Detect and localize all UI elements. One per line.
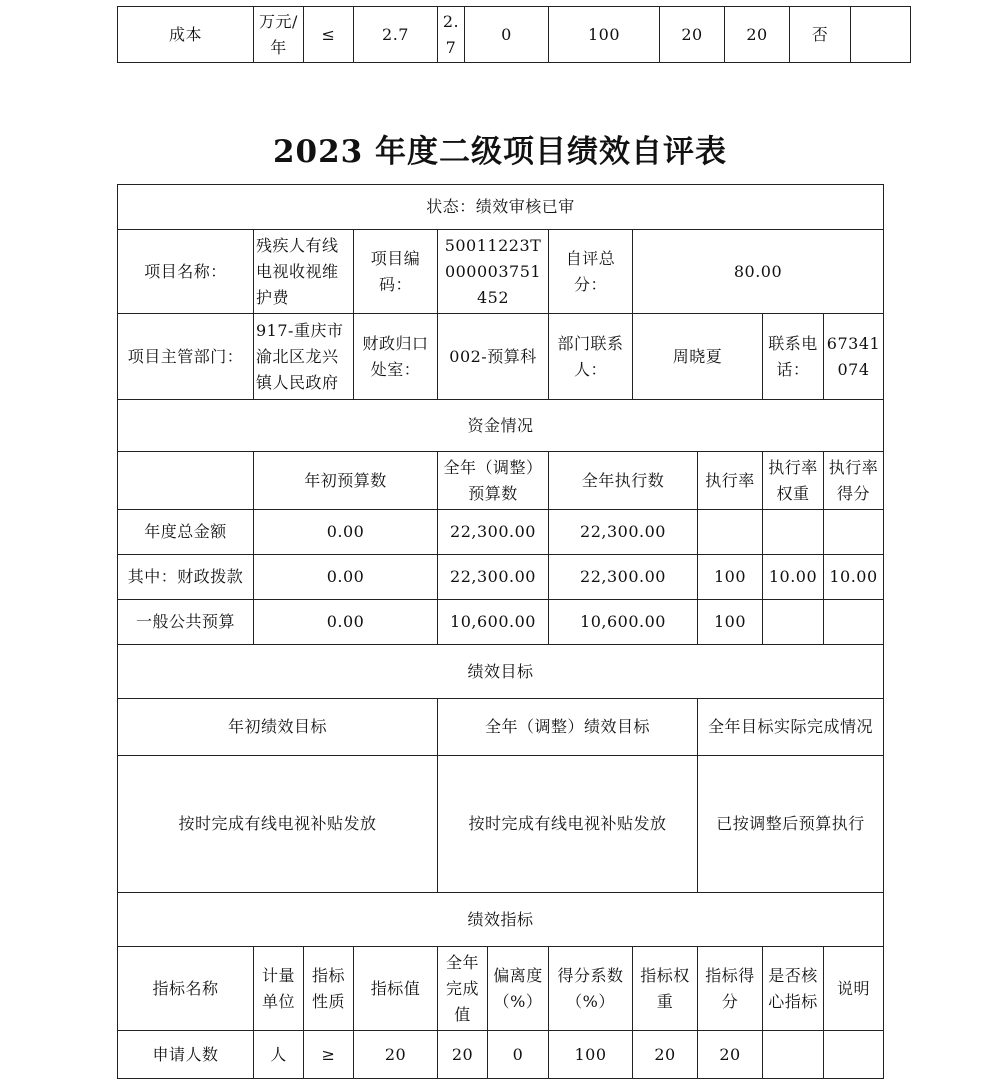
indicator-deviation: 0	[488, 1031, 549, 1079]
funds-header-initial: 年初预算数	[254, 452, 438, 510]
indicator-note	[851, 7, 911, 63]
indicator-header-coef: 得分系数（%）	[549, 947, 633, 1031]
funds-header-weight: 执行率权重	[763, 452, 824, 510]
indicator-actual: 2.7	[438, 7, 465, 63]
funds-row-label: 一般公共预算	[118, 600, 254, 645]
goal-initial: 按时完成有线电视补贴发放	[118, 756, 438, 893]
indicator-unit: 万元/年	[254, 7, 304, 63]
funds-row-label: 其中：财政拨款	[118, 555, 254, 600]
department-name: 917-重庆市渝北区龙兴镇人民政府	[254, 314, 354, 400]
funds-row-adjusted: 10,600.00	[438, 600, 549, 645]
indicator-score: 20	[725, 7, 790, 63]
indicator-target: 20	[354, 1031, 438, 1079]
funds-header-score: 执行率得分	[824, 452, 884, 510]
indicator-deviation: 0	[465, 7, 549, 63]
indicator-core	[763, 1031, 824, 1079]
project-info-row	[118, 230, 884, 314]
self-score-label: 自评总分：	[549, 230, 633, 314]
table-row	[118, 510, 884, 555]
self-evaluation-table	[117, 184, 884, 1079]
funds-header-adjusted: 全年（调整）预算数	[438, 452, 549, 510]
indicator-header-score: 指标得分	[698, 947, 763, 1031]
indicator-core: 否	[790, 7, 851, 63]
project-code-label: 项目编码：	[354, 230, 438, 314]
indicator-header-actual: 全年完成值	[438, 947, 488, 1031]
funds-row-score	[824, 600, 884, 645]
funds-row-adjusted: 22,300.00	[438, 555, 549, 600]
indicator-nature: ≥	[304, 1031, 354, 1079]
goal-adjusted: 按时完成有线电视补贴发放	[438, 756, 698, 893]
goals-header-row	[118, 699, 884, 756]
phone-number: 67341074	[824, 314, 884, 400]
funds-header-blank	[118, 452, 254, 510]
table-row	[118, 600, 884, 645]
funds-row-executed: 22,300.00	[549, 510, 698, 555]
funds-section-row	[118, 400, 884, 452]
funds-row-weight: 10.00	[763, 555, 824, 600]
previous-indicator-table	[117, 6, 911, 63]
indicator-target: 2.7	[354, 7, 438, 63]
indicator-actual: 20	[438, 1031, 488, 1079]
goals-header-initial: 年初绩效目标	[118, 699, 438, 756]
funds-row-score	[824, 510, 884, 555]
table-row	[118, 1031, 884, 1079]
funds-row-rate: 100	[698, 600, 763, 645]
finance-office: 002-预算科	[438, 314, 549, 400]
funds-row-executed: 10,600.00	[549, 600, 698, 645]
status-row	[118, 185, 884, 230]
goals-header-adjusted: 全年（调整）绩效目标	[438, 699, 698, 756]
funds-header-rate: 执行率	[698, 452, 763, 510]
funds-header-row	[118, 452, 884, 510]
indicator-coef: 100	[549, 1031, 633, 1079]
funds-row-initial: 0.00	[254, 600, 438, 645]
table-row	[118, 7, 911, 63]
funds-row-initial: 0.00	[254, 555, 438, 600]
funds-row-rate	[698, 510, 763, 555]
page-title: 2023 年度二级项目绩效自评表	[272, 134, 728, 170]
finance-office-label: 财政归口处室：	[354, 314, 438, 400]
indicator-header-nature: 指标性质	[304, 947, 354, 1031]
indicator-weight: 20	[633, 1031, 698, 1079]
indicator-header-core: 是否核心指标	[763, 947, 824, 1031]
funds-header-executed: 全年执行数	[549, 452, 698, 510]
project-name-label: 项目名称：	[118, 230, 254, 314]
indicator-name: 成本	[118, 7, 254, 63]
indicator-header-unit: 计量单位	[254, 947, 304, 1031]
indicator-header-name: 指标名称	[118, 947, 254, 1031]
indicators-section-row	[118, 893, 884, 947]
funds-row-adjusted: 22,300.00	[438, 510, 549, 555]
funds-section-title: 资金情况	[118, 400, 884, 452]
goals-content-row	[118, 756, 884, 893]
table-row	[118, 555, 884, 600]
indicator-name: 申请人数	[118, 1031, 254, 1079]
goals-section-row	[118, 645, 884, 699]
project-name: 残疾人有线电视收视维护费	[254, 230, 354, 314]
indicator-header-deviation: 偏离度（%）	[488, 947, 549, 1031]
goals-section-title: 绩效目标	[118, 645, 884, 699]
funds-row-weight	[763, 510, 824, 555]
indicator-score: 20	[698, 1031, 763, 1079]
indicator-header-target: 指标值	[354, 947, 438, 1031]
indicator-header-weight: 指标权重	[633, 947, 698, 1031]
indicators-header-row	[118, 947, 884, 1031]
funds-row-score: 10.00	[824, 555, 884, 600]
contact-label: 部门联系人：	[549, 314, 633, 400]
goals-header-actual: 全年目标实际完成情况	[698, 699, 884, 756]
indicator-nature: ≤	[304, 7, 354, 63]
indicator-unit: 人	[254, 1031, 304, 1079]
phone-label: 联系电话：	[763, 314, 824, 400]
department-label: 项目主管部门：	[118, 314, 254, 400]
status-text: 状态：绩效审核已审	[118, 185, 884, 230]
project-code: 50011223T000003751452	[438, 230, 549, 314]
funds-row-rate: 100	[698, 555, 763, 600]
goal-actual: 已按调整后预算执行	[698, 756, 884, 893]
funds-row-weight	[763, 600, 824, 645]
indicator-note	[824, 1031, 884, 1079]
department-info-row	[118, 314, 884, 400]
self-score: 80.00	[633, 230, 884, 314]
contact-name: 周晓夏	[633, 314, 763, 400]
indicator-weight: 20	[660, 7, 725, 63]
indicator-coef: 100	[549, 7, 660, 63]
funds-row-executed: 22,300.00	[549, 555, 698, 600]
funds-row-label: 年度总金额	[118, 510, 254, 555]
indicator-header-note: 说明	[824, 947, 884, 1031]
funds-row-initial: 0.00	[254, 510, 438, 555]
indicators-section-title: 绩效指标	[118, 893, 884, 947]
